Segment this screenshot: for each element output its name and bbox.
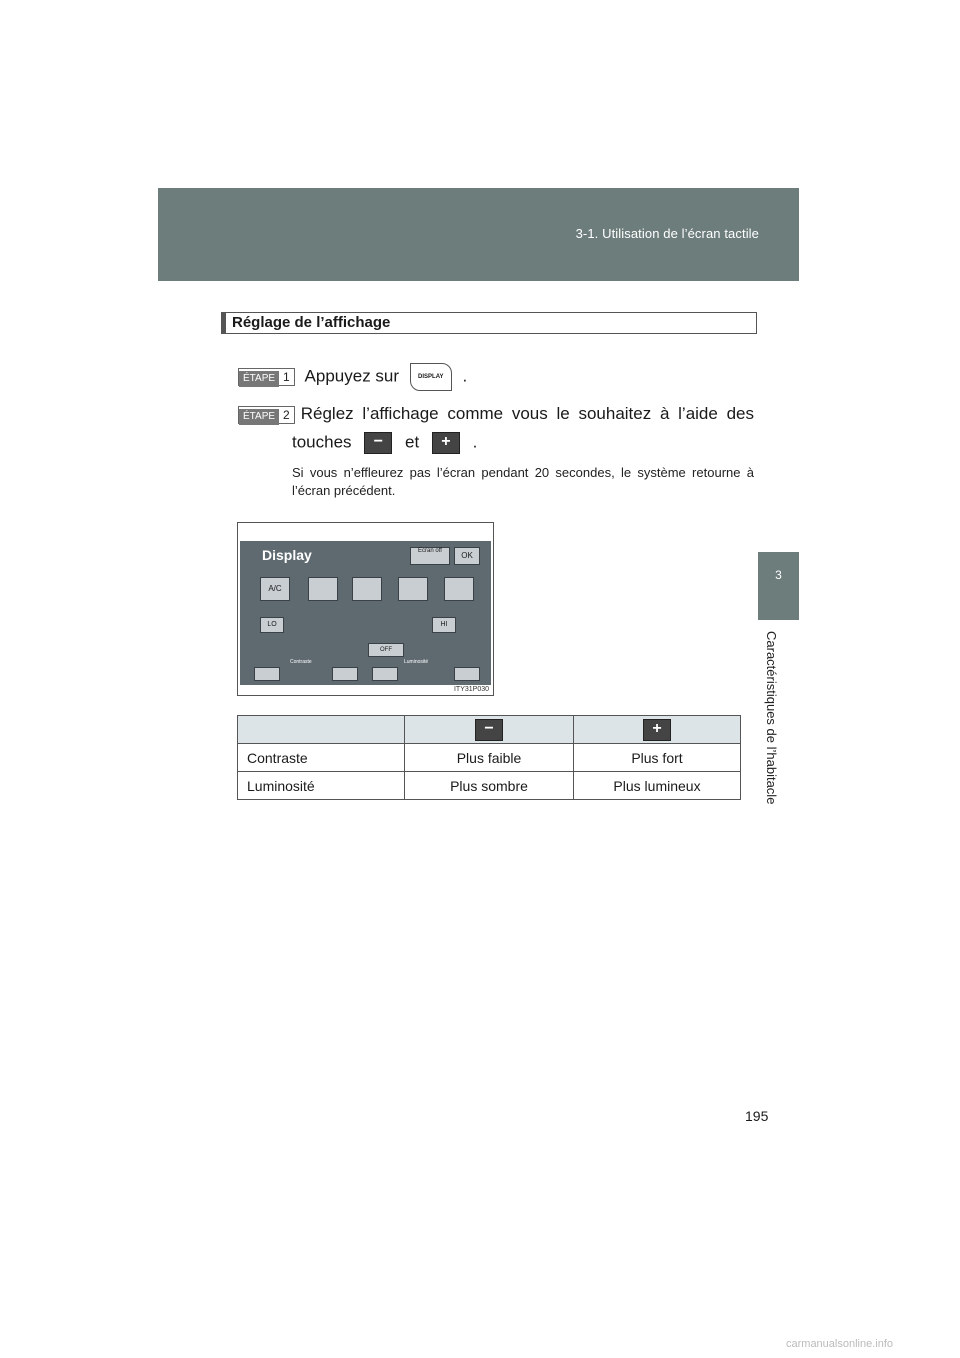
plus-icon: +: [643, 719, 671, 741]
chapter-tab-number: 3: [775, 568, 782, 582]
screen-off-button: Ecran off: [410, 547, 450, 565]
luminosity-minus-button: [372, 667, 398, 681]
vent-button: [398, 577, 428, 601]
luminosity-label: Luminosité: [404, 659, 429, 665]
image-caption: ITY31P030: [453, 686, 489, 693]
contrast-label: Contraste: [290, 659, 312, 665]
table-header-empty: [238, 716, 405, 744]
ac-button: A/C: [260, 577, 290, 601]
chapter-title: 3-1. Utilisation de l’écran tactile: [575, 226, 759, 241]
row-plus-value: Plus lumineux: [574, 772, 741, 800]
chapter-side-label: Caractéristiques de l’habitacle: [764, 631, 779, 805]
fan-hi-button: HI: [432, 617, 456, 633]
watermark: carmanualsonline.info: [786, 1338, 894, 1350]
chapter-header: [158, 188, 799, 281]
screen-title: Display: [262, 547, 312, 563]
vent-button: [352, 577, 382, 601]
step-1-period: .: [462, 366, 468, 386]
table-header-row: [238, 716, 741, 744]
row-label: Contraste: [238, 744, 405, 772]
minus-icon: −: [475, 719, 503, 741]
row-label: Luminosité: [238, 772, 405, 800]
table-header-minus: [405, 716, 574, 744]
minus-icon: −: [364, 432, 392, 454]
display-button-icon: DISPLAY: [410, 363, 452, 391]
row-minus-value: Plus sombre: [405, 772, 574, 800]
step-1: [238, 363, 467, 391]
chapter-tab: [758, 552, 799, 620]
screen-ok-button: OK: [454, 547, 480, 565]
step-2-line-1: ÉTAPE 2 Réglez l’affichage comme vous le souhaitez à l’aide des: [238, 404, 754, 424]
row-plus-value: Plus fort: [574, 744, 741, 772]
step-badge: ÉTAPE 1: [238, 368, 295, 386]
vent-button: [308, 577, 338, 601]
step-1-text: Appuyez sur: [304, 366, 400, 386]
table-header-plus: [574, 716, 741, 744]
off-button: OFF: [368, 643, 404, 657]
step-note: Si vous n’effleurez pas l’écran pendant 20 secondes, le système retourne à l’écran précédent.: [292, 465, 754, 498]
fan-lo-button: LO: [260, 617, 284, 633]
vent-button: [444, 577, 474, 601]
section-title: Réglage de l’affichage: [221, 312, 757, 334]
step-2-line-2: touches − et + .: [292, 432, 477, 454]
contrast-minus-button: [254, 667, 280, 681]
luminosity-plus-button: [454, 667, 480, 681]
display-screen-illustration: [237, 522, 494, 696]
plus-icon: +: [432, 432, 460, 454]
table-row: [238, 744, 741, 772]
settings-table: [237, 715, 741, 800]
table-row: [238, 772, 741, 800]
page-number: 195: [745, 1108, 769, 1124]
step-badge: ÉTAPE 2: [238, 406, 295, 424]
contrast-plus-button: [332, 667, 358, 681]
screen-photo: [240, 541, 491, 685]
row-minus-value: Plus faible: [405, 744, 574, 772]
